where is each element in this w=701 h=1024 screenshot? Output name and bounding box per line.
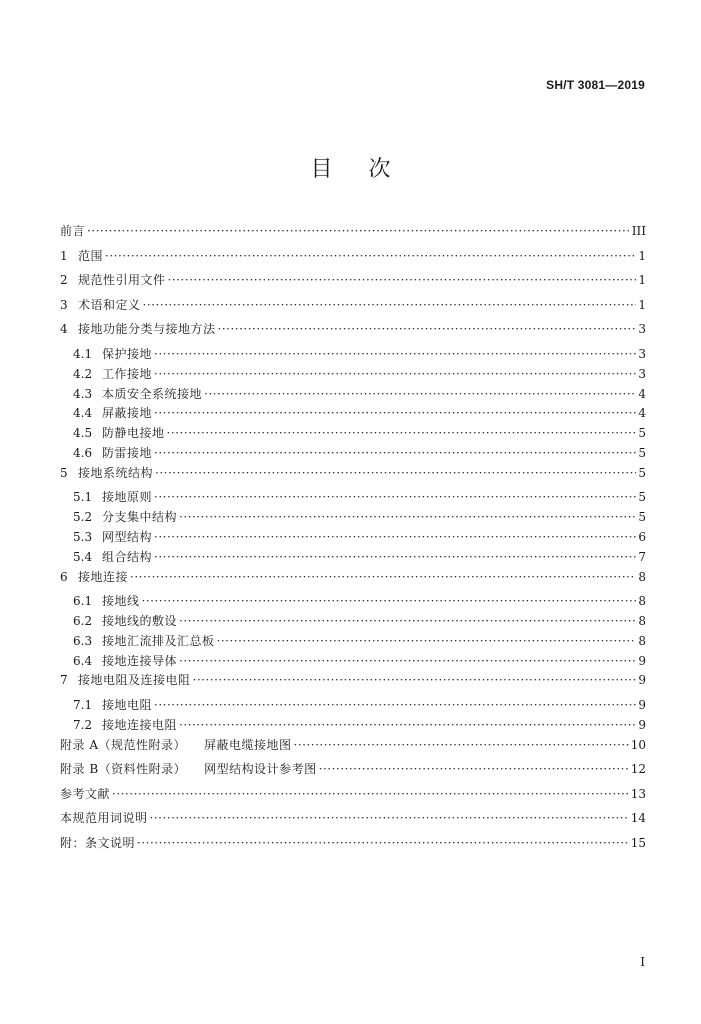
toc-entry-page: 9 [638,673,646,688]
toc-entry-number: 7.2 [73,717,93,732]
toc-leader-dots [105,249,636,263]
toc-leader-dots [142,594,636,608]
toc-entry-number: 4.6 [73,445,93,460]
toc-leader-dots [143,298,636,312]
toc-leader-dots [167,426,636,440]
toc-leader-dots [294,738,629,752]
toc-leader-dots [154,490,636,504]
toc-leader-dots [155,466,636,480]
toc-entry-title: 接地功能分类与接地方法 [78,322,216,337]
toc-entry-title: 接地线的敷设 [102,613,178,628]
toc-leader-dots [154,530,636,544]
toc-entry[interactable] [60,464,646,489]
toc-entry-page: 5 [638,465,646,480]
toc-entry[interactable] [60,809,646,834]
toc-entry[interactable] [60,528,646,548]
toc-leader-dots [179,614,636,628]
toc-leader-dots [87,224,630,238]
toc-leader-dots [204,387,636,401]
page-title: 目次 [310,157,427,182]
toc-entry-title: 网型结构 [102,529,153,544]
toc-entry-page: 3 [638,346,646,361]
toc-entry-title: 组合结构 [102,549,153,564]
toc-entry[interactable] [60,671,646,696]
toc-entry[interactable] [60,271,646,296]
toc-entry[interactable] [60,834,646,859]
toc-entry-title: 附：条文说明 [60,835,136,850]
toc-entry[interactable] [60,385,646,405]
toc-entry[interactable] [60,716,646,736]
toc-entry-page: 6 [638,529,646,544]
toc-entry-subtitle: 屏蔽电缆接地图 [203,737,292,752]
toc-entry-title: 防静电接地 [102,426,165,441]
toc-entry-number: 5.1 [73,490,93,505]
toc-entry-number: 4.2 [73,366,93,381]
toc-entry-title: 接地汇流排及汇总板 [102,633,215,648]
toc-entry-title: 分支集中结构 [102,510,178,525]
toc-entry-number: 2 [60,273,68,288]
toc-entry[interactable] [60,296,646,321]
toc-entry-number: 5 [60,465,68,480]
toc-entry-page: 9 [638,717,646,732]
toc-entry-title: 工作接地 [102,366,153,381]
toc-entry-page: 14 [630,811,646,826]
toc-entry[interactable] [60,612,646,632]
toc-leader-dots [179,654,636,668]
toc-leader-dots [150,811,629,825]
page-number: I [640,955,645,969]
toc-entry[interactable] [60,365,646,385]
toc-entry-page: III [631,224,646,238]
toc-entry-number: 1 [60,248,68,263]
toc-entry-number: 5.2 [73,510,93,525]
toc-entry[interactable] [60,404,646,424]
toc-entry-title: 前言 [60,224,86,238]
standard-number: SH/T 3081—2019 [546,78,645,92]
toc-entry-number: 4.1 [73,346,93,361]
toc-entry[interactable] [60,508,646,528]
toc-entry-page: 1 [638,248,646,263]
toc-leader-dots [154,367,636,381]
toc-leader-dots [154,698,636,712]
toc-entry-title: 接地连接 [78,569,129,584]
toc-entry-page: 8 [638,633,646,648]
toc-entry-page: 10 [630,737,646,752]
toc-entry[interactable] [60,632,646,652]
toc-entry-page: 1 [638,273,646,288]
toc-leader-dots [154,406,636,420]
toc-entry-title: 接地原则 [102,490,153,505]
toc-entry-subtitle: 网型结构设计参考图 [204,762,317,777]
toc-entry-page: 8 [638,594,646,609]
toc-entry[interactable] [60,424,646,444]
toc-leader-dots [168,273,636,287]
toc-leader-dots [217,634,636,648]
toc-leader-dots [218,322,636,336]
toc-entry[interactable] [60,320,646,345]
toc-entry-number: 4.3 [73,386,93,401]
toc-entry-title: 参考文献 [60,786,111,801]
toc-entry-number: 6.1 [73,594,93,609]
toc-entry-title: 接地线 [102,594,140,609]
toc-leader-dots [319,762,629,776]
toc-leader-dots [130,570,636,584]
toc-entry[interactable] [60,592,646,612]
toc-entry-page: 5 [638,510,646,525]
toc-entry-page: 15 [630,835,646,850]
toc-entry-page: 13 [630,786,646,801]
toc-entry-title: 接地电阻及连接电阻 [78,673,191,688]
toc-entry-page: 12 [630,762,646,777]
toc-entry-page: 9 [638,697,646,712]
toc-leader-dots [193,673,636,687]
toc-entry-title: 接地系统结构 [78,465,154,480]
toc-entry-title: 本质安全系统接地 [102,386,203,401]
toc-leader-dots [137,836,629,850]
table-of-contents [60,222,646,858]
toc-entry-number: 4 [60,322,68,337]
toc-entry-title: 接地连接电阻 [102,717,178,732]
toc-leader-dots [154,446,636,460]
toc-entry-page: 8 [638,569,646,584]
toc-entry-page: 1 [638,297,646,312]
toc-entry[interactable] [60,444,646,464]
toc-entry[interactable] [60,652,646,672]
toc-entry-title: 范围 [78,248,104,263]
toc-leader-dots [154,550,636,564]
toc-entry-number: 7.1 [73,697,93,712]
toc-entry-title: 接地电阻 [102,697,153,712]
toc-entry-number: 6.2 [73,613,93,628]
toc-entry-page: 9 [638,653,646,668]
toc-entry-title: 接地连接导体 [102,653,178,668]
toc-entry-number: 6.4 [73,653,93,668]
toc-entry[interactable] [60,736,646,761]
toc-entry-page: 5 [638,490,646,505]
toc-entry[interactable] [60,222,646,247]
toc-leader-dots [112,787,629,801]
toc-entry[interactable] [60,548,646,568]
toc-entry-page: 3 [638,366,646,381]
toc-entry-number: 4.4 [73,406,93,421]
toc-entry[interactable] [60,760,646,785]
toc-entry-page: 4 [638,406,646,421]
toc-leader-dots [179,510,636,524]
toc-entry[interactable] [60,345,646,365]
toc-entry-title: 保护接地 [102,346,153,361]
toc-entry[interactable] [60,247,646,272]
toc-entry-title: 防雷接地 [102,445,153,460]
toc-entry-number: 3 [60,297,68,312]
toc-entry-number: 5.3 [73,529,93,544]
toc-entry[interactable] [60,696,646,716]
toc-entry-title: 规范性引用文件 [78,273,166,288]
toc-entry-number: 5.4 [73,549,93,564]
toc-entry-number: 6.3 [73,633,93,648]
toc-entry-number: 6 [60,569,68,584]
toc-entry-title: 附录 A（规范性附录） [60,737,186,752]
toc-entry-page: 7 [638,549,646,564]
toc-entry-number: 4.5 [73,426,93,441]
toc-entry[interactable] [60,785,646,810]
toc-entry[interactable] [60,488,646,508]
toc-leader-dots [179,718,636,732]
toc-entry[interactable] [60,568,646,593]
toc-entry-title: 屏蔽接地 [102,406,153,421]
toc-entry-title: 术语和定义 [78,297,141,312]
toc-entry-page: 5 [638,426,646,441]
toc-entry-number: 7 [60,673,68,688]
toc-entry-page: 3 [638,322,646,337]
toc-entry-page: 8 [638,613,646,628]
toc-entry-title: 附录 B（资料性附录） [60,762,187,777]
toc-entry-title: 本规范用词说明 [60,811,148,826]
toc-entry-page: 4 [638,386,646,401]
toc-leader-dots [154,347,636,361]
toc-entry-page: 5 [638,445,646,460]
